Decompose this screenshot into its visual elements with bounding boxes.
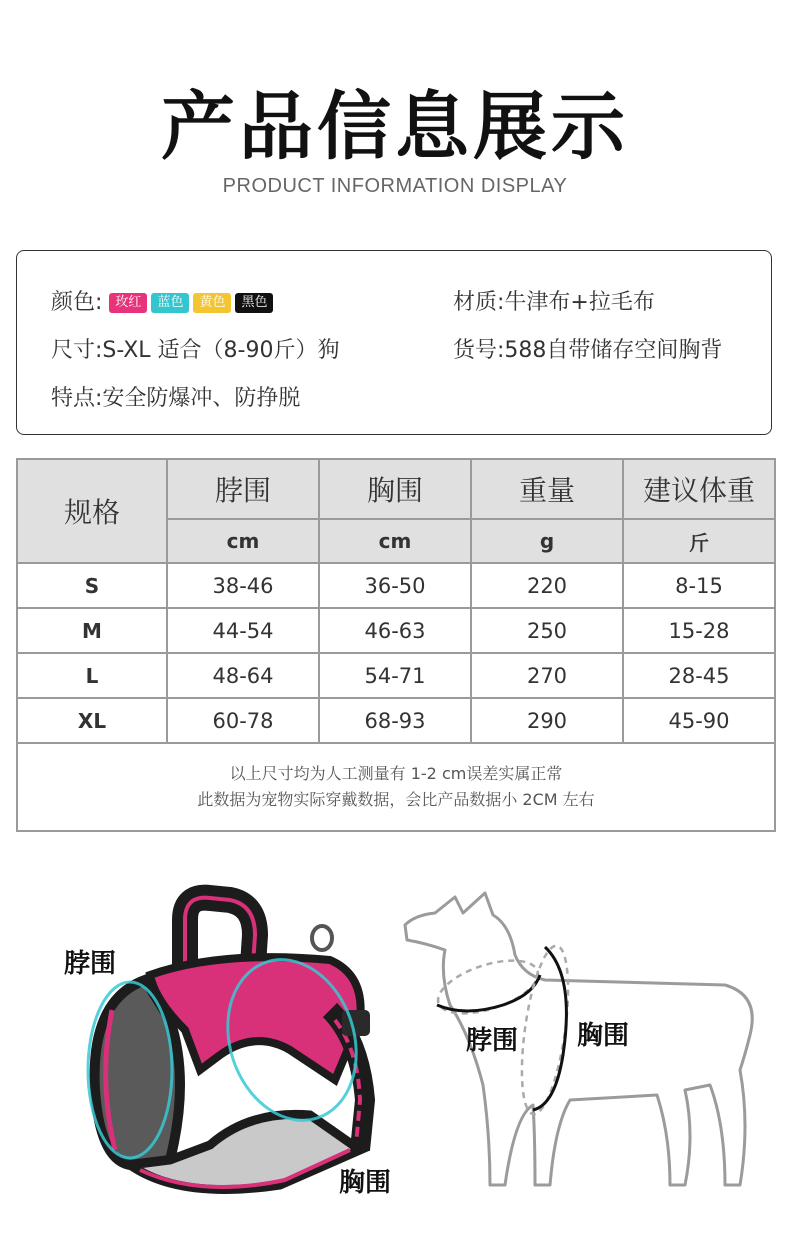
row-size: XL <box>17 698 167 743</box>
product-info-box <box>16 250 772 435</box>
unit-dog-weight: 斤 <box>623 519 775 563</box>
row-size: S <box>17 563 167 608</box>
item-number-line: 货号:588自带储存空间胸背 <box>453 338 723 363</box>
color-chip-yellow: 黄色 <box>193 293 231 313</box>
row-weight: 290 <box>471 698 623 743</box>
unit-chest: cm <box>319 519 471 563</box>
column-header-dog-weight: 建议体重 <box>623 459 775 519</box>
color-line <box>51 285 277 316</box>
color-chip-black: 黑色 <box>235 293 273 313</box>
row-dog-weight: 8-15 <box>623 563 775 608</box>
table-row <box>17 653 775 698</box>
row-chest: 36-50 <box>319 563 471 608</box>
table-note <box>17 743 775 831</box>
row-weight: 220 <box>471 563 623 608</box>
note-line-2: 此数据为宠物实际穿戴数据，会比产品数据小 2CM 左右 <box>197 790 595 809</box>
unit-neck: cm <box>167 519 319 563</box>
color-chip-rose: 玫红 <box>109 293 147 313</box>
row-weight: 250 <box>471 608 623 653</box>
column-header-neck: 脖围 <box>167 459 319 519</box>
table-row <box>17 563 775 608</box>
column-header-chest: 胸围 <box>319 459 471 519</box>
row-size: L <box>17 653 167 698</box>
table-row <box>17 608 775 653</box>
row-size: M <box>17 608 167 653</box>
unit-weight: g <box>471 519 623 563</box>
note-line-1: 以上尺寸均为人工测量有 1-2 cm误差实属正常 <box>229 764 563 783</box>
table-header-row <box>17 459 775 519</box>
row-dog-weight: 45-90 <box>623 698 775 743</box>
dog-chest-label: 胸围 <box>577 1021 630 1051</box>
spec-header: 规格 <box>17 459 167 563</box>
table-note-row <box>17 743 775 831</box>
dog-neck-label: 脖围 <box>466 1026 519 1056</box>
color-label: 颜色: <box>51 290 103 315</box>
page-title: 产品信息展示 <box>161 84 629 170</box>
feature-line: 特点:安全防爆冲、防挣脱 <box>51 386 301 411</box>
material-line: 材质:牛津布+拉毛布 <box>453 290 655 315</box>
table-row <box>17 698 775 743</box>
harness-chest-label: 胸围 <box>339 1168 392 1198</box>
color-chip-blue: 蓝色 <box>151 293 189 313</box>
row-neck: 48-64 <box>167 653 319 698</box>
row-chest: 46-63 <box>319 608 471 653</box>
row-chest: 68-93 <box>319 698 471 743</box>
page-subtitle: PRODUCT INFORMATION DISPLAY <box>222 175 568 197</box>
size-line: 尺寸:S-XL 适合（8-90斤）狗 <box>51 338 340 363</box>
row-neck: 60-78 <box>167 698 319 743</box>
harness-neck-label: 脖围 <box>64 949 117 979</box>
column-header-weight: 重量 <box>471 459 623 519</box>
row-neck: 44-54 <box>167 608 319 653</box>
row-weight: 270 <box>471 653 623 698</box>
row-neck: 38-46 <box>167 563 319 608</box>
row-chest: 54-71 <box>319 653 471 698</box>
row-dog-weight: 28-45 <box>623 653 775 698</box>
harness-image <box>60 880 400 1210</box>
row-dog-weight: 15-28 <box>623 608 775 653</box>
size-table <box>16 458 776 832</box>
